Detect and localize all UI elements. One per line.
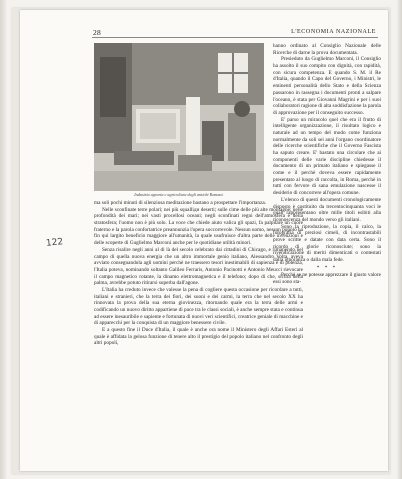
paragraph: Presieduto da Guglielmo Marconi, il Consiglio ha assolto il suo compito con dignità, con rapidità, con sicura competenza. E quando S. M. il Re d'Italia, quando il Capo del Governo, i Ministri, le eminenti personalità dello Stato e della Scienza passarono in rassegna i documenti pronti a salpare l'oceano, è stata per Giovanni Magrini e per i suoi collaboratori ragione di alta soddisfazione la parola di approvazione per il conseguito successo. [273,56,381,116]
paragraph: L'elenco di questi documenti cronologicamente disposto è costituito da trecentocinquanta voci le quali rappresentano oltre mille titoli esibiti alla riconoscenza del mondo verso gli italiani. [273,196,381,223]
right-text-column [273,43,381,286]
paragraph: L'Italia ha creduto invece che valesse la pena di cogliere questa occasione per ricordare a tutti, italiani e stranieri, che la terra dei fiori, dei suoni e dei carmi, la terra che nel secolo XX ha rinnovata la prova della sua eterna giovinezza, ritornando quale era la terra delle armi e codificando un nuovo diritto appartiene di pace tra le classi sociali, è anche sempre stata e continua ad essere inesauribile e sapiente e fortunata di nuovi veri scientifici, creatrice geniale di macchine e di apparecchi per la conquista di un maggiore benessere civile. [94,286,303,327]
header-rule [92,37,378,38]
left-text-column [94,200,303,347]
scan-edge-left [0,0,6,479]
paragraph: E a questo fine il Duce d'Italia, il quale è anche ora nome il Ministero degli Affari Esteri al quale è affidata la gelosa funzione di tenere alto il prestigio del popolo italiano nel confronto degli altri popoli, [94,327,303,347]
paragraph: Sono la riproduzione, la copia, il calco, la fotografia di preziosi cimeli, di incontrastabili prove scritte e datate con data certa. Sono il ricordo di glorie riconosciute; sono la rivendicazione di meriti dimenticati o contestati dalla ignoranza o dalla mala fede. [273,223,381,263]
running-head: L'ECONOMIA NAZIONALE [291,29,376,35]
handwritten-margin-note: 122 [45,237,64,249]
page-number: 28 [93,28,102,37]
photo-illustration [94,43,264,191]
scan-edge-right [397,0,402,479]
paragraph: Perchè se ne potesse apprezzare il giusto valore essi sono sta- [273,272,381,286]
figure-caption: Industria agraria e agricoltura degli antichi Romani. [134,192,224,197]
paragraph: ma soli pochi minuti di silenziosa meditazione bastano a prospettare l'importanza. [94,200,266,206]
museum-photograph [94,43,264,191]
paragraph: Nelle sconfinate terre polari; nei più squalliди deserti; sulle cime delle più alte montagne; nelle profondità dei mari; nei vasti procellosi oceani; negli sconfinati regni dell'atmosfera e della stratosfera; l'uomo non è più solo. La voce che chiede aiuto valica gli spazi, fa palpitare un cuore fraterno e la parola confortatrice preannunzia l'opera soccorrevole. Nessun uomo, nessun popolo ha fin qui largito beneficio maggiore all'umanità, la quale usufruisce d'altra parte delle invenzioni e delle scoperte di Guglielmo Marconi anche per le quotidiane utilità minori. [94,206,303,247]
paragraph: Senza risalire negli anni al di là del secolo celebrato dai cittadini di Chicago, e rimanendo nel campo di quella nuova energia che un altro immortale genio italiano, Alessandro Volta, aveva avviato consegnandola agli uomini perchè ne traessero tesori inestimabili di sapienza e di potenza, l'Italia poteva, nominando soltanto Galileo Ferraris, Antonio Pacinotti e Antonio Meucci rievocare il campo magnetico rotante, la dinamo elettromagnetica e il telefono; dopo di che, sicura della palma, avrebbe potuto ritirarsi superba dall'agone. [94,246,303,287]
section-separator: * * * [316,264,338,271]
document-page [20,10,388,471]
paragraph: E' parso un miracolo quel che era il frutto di intelligente organizzazione, il risultato logico e naturale ad un tempo del modo come funziona normalmente da soli sei anni l'organo coordinatore delle ricerche scientifiche che il Governo Fascista ha saputo creare. E' bastato una circolare che ai componenti delle varie discipline chiedesse il documento di un primato italiano e spiegasse il come e il perchè doveva essere rapidamente presentato al luogo di raccolta, in Roma, perchè in tutti con fervore di sana emulazione nascesse il desiderio di concorrere all'opera comune. [273,116,381,197]
paragraph: hanno ordinato al Consiglio Nazionale delle Ricerche di darne la prova documentata. [273,43,381,56]
